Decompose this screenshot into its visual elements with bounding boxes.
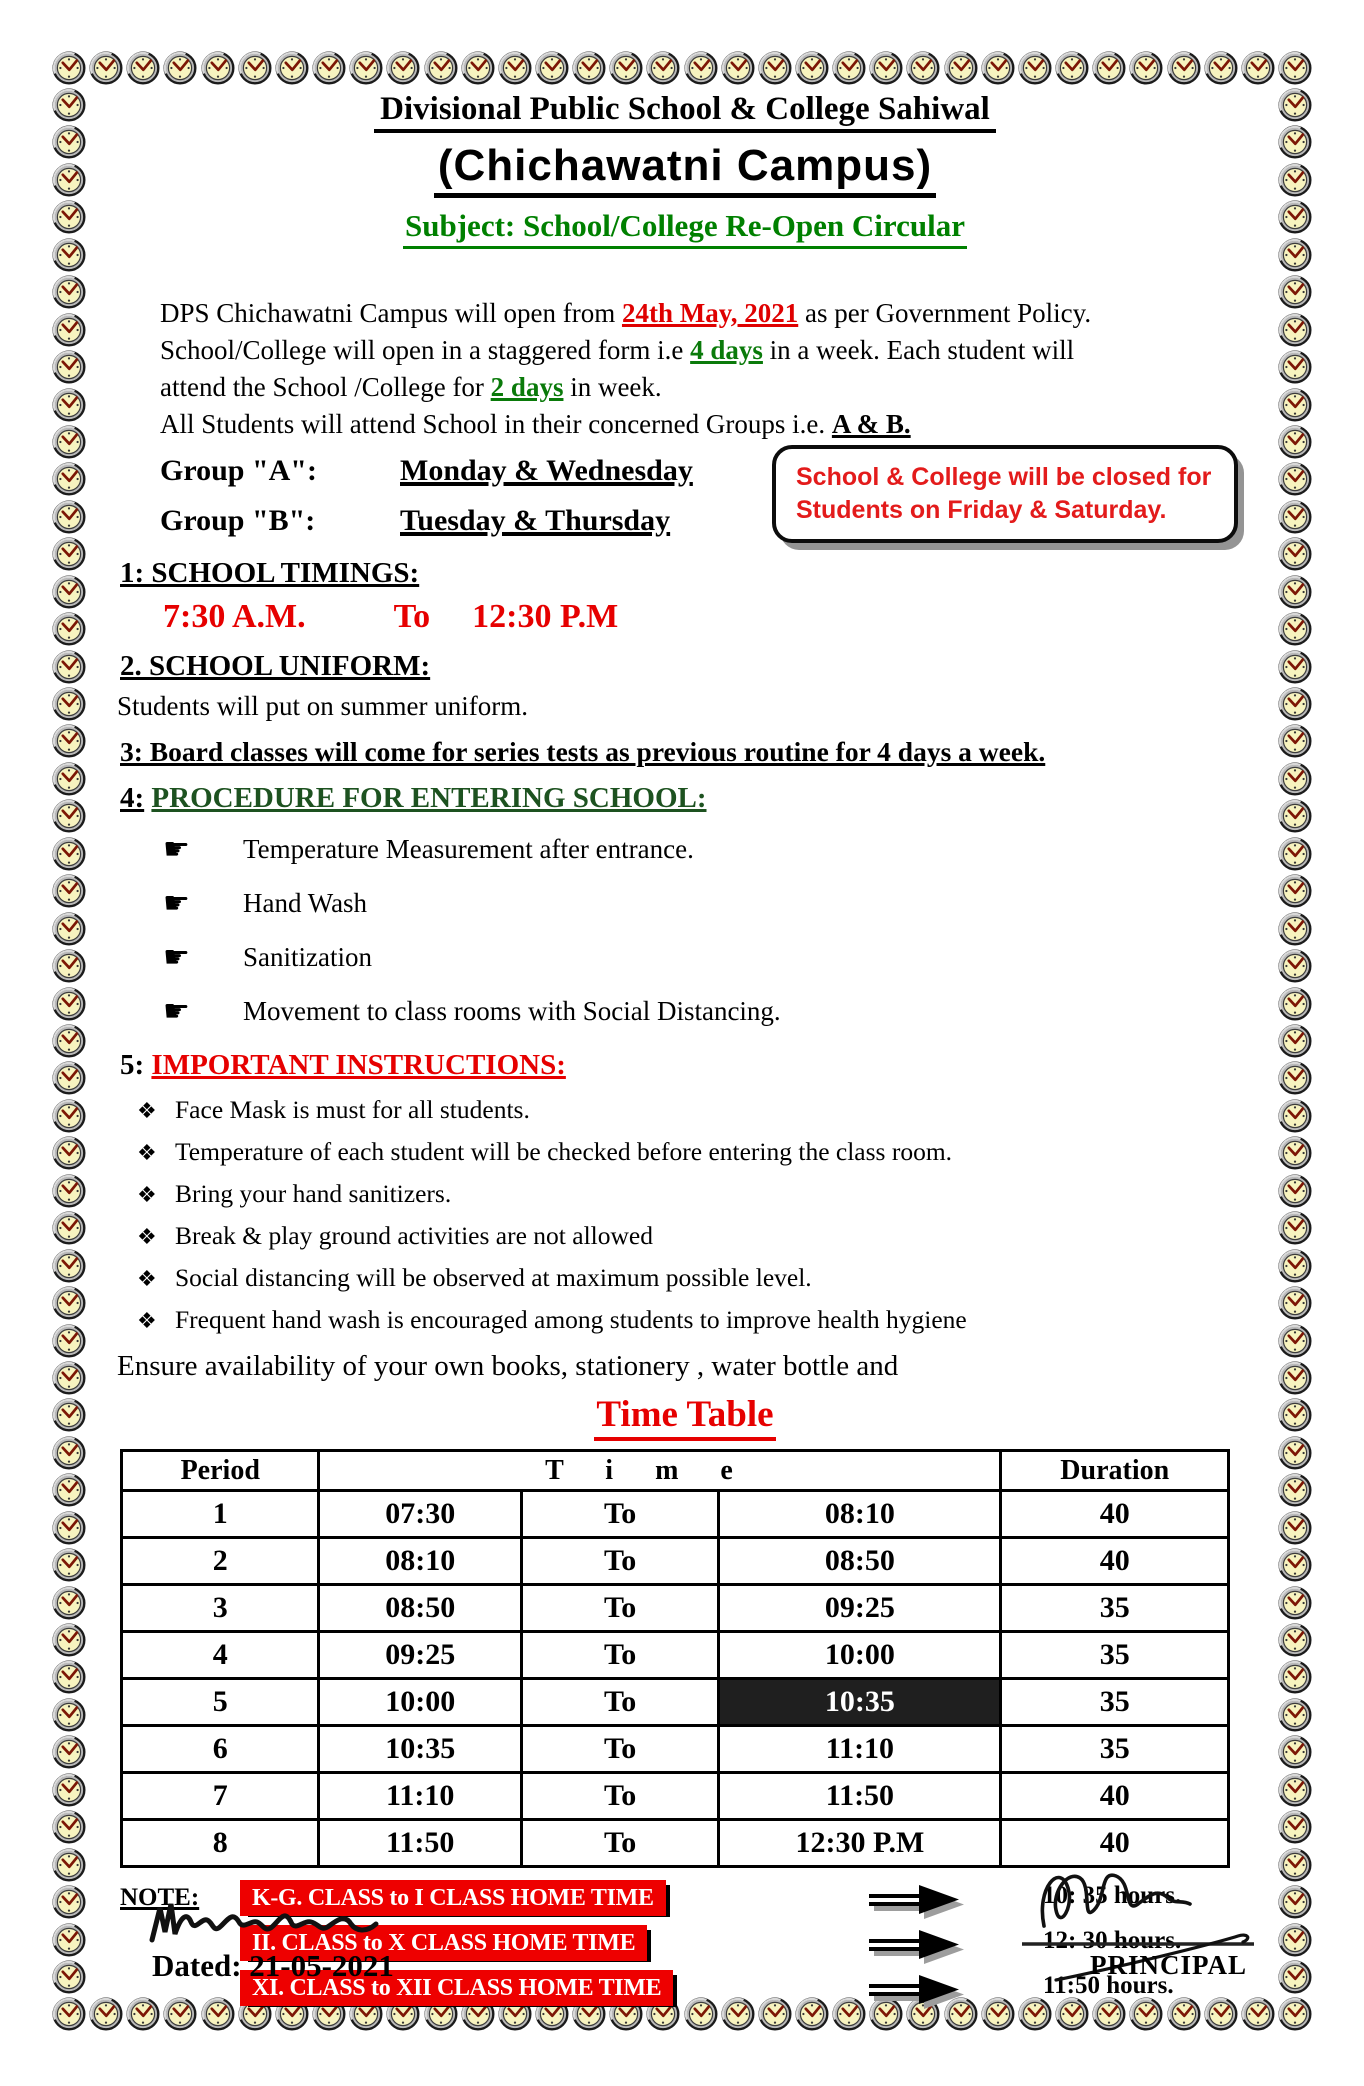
clock-icon <box>1278 1773 1312 1807</box>
instruction-item <box>137 1218 1275 1256</box>
clock-icon <box>1278 1024 1312 1058</box>
table-row: 3 08:50 To 09:25 35 <box>122 1585 1229 1632</box>
clock-icon <box>1278 200 1312 234</box>
clock-icon <box>52 687 86 721</box>
clock-icon <box>1278 537 1312 571</box>
clock-icon <box>1278 1698 1312 1732</box>
clock-icon <box>52 163 86 197</box>
clock-icon <box>535 51 569 85</box>
clock-icon <box>1055 51 1089 85</box>
clock-icon <box>869 51 903 85</box>
uniform-text: Students will put on summer uniform. <box>117 691 528 721</box>
timetable-title: Time Table <box>95 1393 1275 1441</box>
clock-icon <box>1278 837 1312 871</box>
procedure-item <box>163 829 1275 869</box>
section-2-heading: 2. SCHOOL UNIFORM: <box>120 650 431 682</box>
pointing-finger-icon: ☛ <box>163 831 190 867</box>
instruction-text: Break & play ground activities are not allowed <box>175 1221 653 1250</box>
clock-icon <box>52 1324 86 1358</box>
clock-icon <box>349 51 383 85</box>
clock-icon <box>1278 1136 1312 1170</box>
instruction-text: Frequent hand wash is encouraged among students to improve health hygiene <box>175 1305 967 1334</box>
clock-icon <box>52 724 86 758</box>
clock-icon <box>52 425 86 459</box>
clock-icon <box>52 912 86 946</box>
table-row: 2 08:10 To 08:50 40 <box>122 1538 1229 1585</box>
clock-icon <box>52 1586 86 1620</box>
clock-icon <box>981 51 1015 85</box>
instruction-item <box>137 1302 1275 1340</box>
clock-icon <box>52 1698 86 1732</box>
clock-icon <box>52 1960 86 1994</box>
clock-icon <box>52 275 86 309</box>
campus-name: (Chichawatni Campus) <box>434 141 936 198</box>
clock-icon <box>52 762 86 796</box>
clock-icon <box>1241 51 1275 85</box>
clock-icon <box>386 51 420 85</box>
school-name: Divisional Public School & College Sahiwal <box>374 91 996 133</box>
diamond-bullet-icon: ❖ <box>137 1099 157 1124</box>
ensure-text: Ensure availability of your own books, stationery , water bottle and <box>117 1350 899 1382</box>
clock-icon <box>52 462 86 496</box>
clock-icon <box>52 51 86 85</box>
procedure-text: Movement to class rooms with Social Distancing. <box>243 995 781 1026</box>
clock-icon <box>1278 1398 1312 1432</box>
clock-icon <box>572 51 606 85</box>
clock-icon <box>52 388 86 422</box>
reopen-date: 24th May, 2021 <box>621 298 799 328</box>
clock-icon <box>1278 238 1312 272</box>
four-days: 4 days <box>690 335 763 365</box>
diamond-bullet-icon: ❖ <box>137 1183 157 1208</box>
page-title <box>95 91 1275 133</box>
right-arrow-icon <box>867 1973 967 2014</box>
two-days: 2 days <box>490 372 564 402</box>
clock-icon <box>1278 874 1312 908</box>
clock-icon <box>1278 1099 1312 1133</box>
clock-icon <box>52 1136 86 1170</box>
clock-icon <box>52 987 86 1021</box>
procedure-text: Hand Wash <box>243 887 368 918</box>
note-time: 10: 35 hours. <box>1043 1882 1182 1909</box>
clock-icon <box>52 1735 86 1769</box>
clock-icon <box>52 612 86 646</box>
clock-icon <box>52 1660 86 1694</box>
note-badge: II. CLASS to X CLASS HOME TIME <box>240 1925 647 1961</box>
intro-text: as per Government Policy. <box>798 298 1092 328</box>
intro-text: in a week. Each student will <box>762 335 1075 365</box>
clock-icon <box>1278 1810 1312 1844</box>
clock-icon <box>52 1511 86 1545</box>
clock-icon <box>1278 88 1312 122</box>
intro-text: All Students will attend School in their concerned Groups i.e. <box>160 409 832 439</box>
intro-text: School/College will open in a staggered form i.e <box>160 335 691 365</box>
clock-icon <box>52 238 86 272</box>
clock-icon <box>52 949 86 983</box>
clock-icon <box>1278 275 1312 309</box>
col-time: Time <box>319 1451 1001 1491</box>
clock-icon <box>1278 1997 1312 2031</box>
closed-days-callout <box>772 445 1238 543</box>
table-row: 8 11:50 To 12:30 P.M 40 <box>122 1820 1229 1867</box>
circular-content <box>95 85 1275 2015</box>
instruction-item <box>137 1176 1275 1214</box>
pointing-finger-icon: ☛ <box>163 885 190 921</box>
clock-icon <box>238 51 272 85</box>
group-b-label: Group "B": <box>160 504 316 537</box>
clock-icon <box>52 200 86 234</box>
clock-icon <box>1278 799 1312 833</box>
clock-icon <box>498 51 532 85</box>
clock-icon <box>52 1398 86 1432</box>
clock-icon <box>52 88 86 122</box>
instruction-text: Bring your hand sanitizers. <box>175 1179 452 1208</box>
group-b-days: Tuesday & Thursday <box>400 504 671 537</box>
instruction-item <box>137 1092 1275 1130</box>
clock-icon <box>1278 1211 1312 1245</box>
table-row: 5 10:00 To 10:35 35 <box>122 1679 1229 1726</box>
clock-icon <box>52 650 86 684</box>
clock-icon <box>1278 1923 1312 1957</box>
table-row: 4 09:25 To 10:00 35 <box>122 1632 1229 1679</box>
clock-icon <box>52 1773 86 1807</box>
clock-icon <box>52 874 86 908</box>
clock-icon <box>1278 51 1312 85</box>
diamond-bullet-icon: ❖ <box>137 1141 157 1166</box>
clock-icon <box>1278 1660 1312 1694</box>
section-3-heading: 3: Board classes will come for series tests as previous routine for 4 days a week. <box>120 736 1046 767</box>
clock-icon <box>1278 575 1312 609</box>
clock-icon <box>1278 1735 1312 1769</box>
note-badge: K-G. CLASS to I CLASS HOME TIME <box>240 1880 666 1916</box>
clock-icon <box>52 1211 86 1245</box>
clock-icon <box>52 575 86 609</box>
clock-icon <box>1278 350 1312 384</box>
clock-icon <box>1278 650 1312 684</box>
clock-icon <box>1278 1848 1312 1882</box>
right-arrow-icon <box>867 1883 967 1924</box>
clock-icon <box>758 51 792 85</box>
clock-icon <box>1278 687 1312 721</box>
clock-icon <box>275 51 309 85</box>
clock-icon <box>684 51 718 85</box>
clock-icon <box>1278 1511 1312 1545</box>
note-badge: XI. CLASS to XII CLASS HOME TIME <box>240 1970 673 2006</box>
intro-text: DPS Chichawatni Campus will open from <box>160 298 622 328</box>
clock-icon <box>1204 51 1238 85</box>
right-arrow-icon <box>867 1928 967 1969</box>
instruction-text: Social distancing will be observed at maximum possible level. <box>175 1263 812 1292</box>
clock-icon <box>1278 462 1312 496</box>
subject-text: Subject: School/College Re-Open Circular <box>403 208 967 249</box>
clock-icon <box>1278 1548 1312 1582</box>
note-time: 11:50 hours. <box>1043 1972 1174 1999</box>
clock-icon <box>52 313 86 347</box>
clock-icon <box>1278 425 1312 459</box>
clock-icon <box>906 51 940 85</box>
clock-icon <box>461 51 495 85</box>
clock-icon <box>1278 1324 1312 1358</box>
section-4-heading: 4: PROCEDURE FOR ENTERING SCHOOL: <box>120 782 707 814</box>
clock-icon <box>1278 1586 1312 1620</box>
clock-icon <box>52 1548 86 1582</box>
clock-icon <box>1278 1174 1312 1208</box>
clock-icon <box>795 51 829 85</box>
subject-line <box>95 208 1275 249</box>
clock-icon <box>1278 388 1312 422</box>
clock-icon <box>52 1885 86 1919</box>
clock-icon <box>52 1623 86 1657</box>
campus-title <box>95 141 1275 198</box>
clock-icon <box>1278 1061 1312 1095</box>
section-4-number: 4: <box>120 782 145 814</box>
clock-icon <box>1278 1885 1312 1919</box>
timetable <box>120 1449 1230 1868</box>
clock-icon <box>1278 125 1312 159</box>
section-5-heading: 5: IMPORTANT INSTRUCTIONS: <box>120 1049 566 1081</box>
timing-end: 12:30 P.M <box>472 598 619 635</box>
clock-icon <box>52 1848 86 1882</box>
clock-icon <box>163 51 197 85</box>
clock-icon <box>201 51 235 85</box>
clock-icon <box>52 837 86 871</box>
procedure-text: Sanitization <box>243 941 372 972</box>
clock-icon <box>52 125 86 159</box>
pointing-finger-icon: ☛ <box>163 993 190 1029</box>
clock-icon <box>1278 987 1312 1021</box>
table-row: 7 11:10 To 11:50 40 <box>122 1773 1229 1820</box>
clock-icon <box>424 51 458 85</box>
clock-icon <box>126 51 160 85</box>
note-time: 12: 30 hours. <box>1043 1927 1182 1954</box>
clock-icon <box>1278 724 1312 758</box>
clock-icon <box>1278 1473 1312 1507</box>
clock-icon <box>1278 1361 1312 1395</box>
clock-icon <box>52 1249 86 1283</box>
highlighted-cell: 10:35 <box>719 1679 1001 1726</box>
clock-icon <box>52 350 86 384</box>
col-duration: Duration <box>1001 1451 1229 1491</box>
clock-icon <box>1018 51 1052 85</box>
diamond-bullet-icon: ❖ <box>137 1267 157 1292</box>
clock-icon <box>1278 313 1312 347</box>
col-period: Period <box>122 1451 319 1491</box>
clock-icon <box>1167 51 1201 85</box>
clock-icon <box>52 537 86 571</box>
intro-text: attend the School /College for <box>160 372 491 402</box>
group-a-label: Group "A": <box>160 454 317 487</box>
procedure-text: Temperature Measurement after entrance. <box>243 833 694 864</box>
intro-paragraph <box>160 295 1230 443</box>
clock-icon <box>52 1473 86 1507</box>
clock-icon <box>1278 912 1312 946</box>
diamond-bullet-icon: ❖ <box>137 1225 157 1250</box>
groups-ab: A & B. <box>831 409 911 439</box>
clock-icon <box>609 51 643 85</box>
pointing-finger-icon: ☛ <box>163 939 190 975</box>
clock-icon <box>52 500 86 534</box>
diamond-bullet-icon: ❖ <box>137 1309 157 1334</box>
clock-icon <box>1129 51 1163 85</box>
instruction-item <box>137 1134 1275 1172</box>
clock-icon <box>52 1286 86 1320</box>
clock-icon <box>89 51 123 85</box>
clock-icon <box>52 1024 86 1058</box>
section-1-heading: 1: SCHOOL TIMINGS: <box>120 557 420 589</box>
procedure-item <box>163 991 1275 1031</box>
clock-icon <box>52 1361 86 1395</box>
clock-icon <box>1278 1623 1312 1657</box>
instruction-text: Temperature of each student will be checked before entering the class room. <box>175 1137 953 1166</box>
clock-icon <box>52 1099 86 1133</box>
clock-icon <box>1278 163 1312 197</box>
section-5-number: 5: <box>120 1049 145 1081</box>
table-row: 1 07:30 To 08:10 40 <box>122 1491 1229 1538</box>
timetable-header-row <box>122 1451 1229 1491</box>
clock-icon <box>646 51 680 85</box>
table-row: 6 10:35 To 11:10 35 <box>122 1726 1229 1773</box>
clock-icon <box>52 1923 86 1957</box>
clock-icon <box>312 51 346 85</box>
clock-icon <box>1278 1960 1312 1994</box>
procedure-item <box>163 937 1275 977</box>
note-label: NOTE: <box>120 1884 200 1911</box>
intro-text: in week. <box>563 372 662 402</box>
group-a-days: Monday & Wednesday <box>400 454 693 487</box>
clock-icon <box>52 1174 86 1208</box>
clock-icon <box>1278 612 1312 646</box>
timing-to: To <box>393 598 431 635</box>
closed-days-line1: School & College will be closed for <box>796 463 1212 491</box>
clock-icon <box>1278 949 1312 983</box>
school-timings <box>163 598 1275 636</box>
clock-icon <box>1278 1249 1312 1283</box>
dated-line: Dated: 21-05-2021 <box>152 1948 394 1983</box>
timing-start: 7:30 A.M. <box>163 598 306 635</box>
clock-icon <box>944 51 978 85</box>
clock-icon <box>721 51 755 85</box>
clock-icon <box>1278 1286 1312 1320</box>
clock-icon <box>52 1997 86 2031</box>
clock-icon <box>52 1061 86 1095</box>
principal-label: PRINCIPAL <box>1090 1950 1247 1980</box>
clock-icon <box>832 51 866 85</box>
clock-icon <box>52 1436 86 1470</box>
clock-icon <box>1278 500 1312 534</box>
instruction-item <box>137 1260 1275 1298</box>
procedure-item <box>163 883 1275 923</box>
clock-icon <box>1278 762 1312 796</box>
clock-icon <box>52 799 86 833</box>
instruction-text: Face Mask is must for all students. <box>175 1095 530 1124</box>
clock-icon <box>1278 1436 1312 1470</box>
clock-icon <box>52 1810 86 1844</box>
closed-days-line2: Students on Friday & Saturday. <box>796 496 1167 524</box>
clock-icon <box>1092 51 1126 85</box>
